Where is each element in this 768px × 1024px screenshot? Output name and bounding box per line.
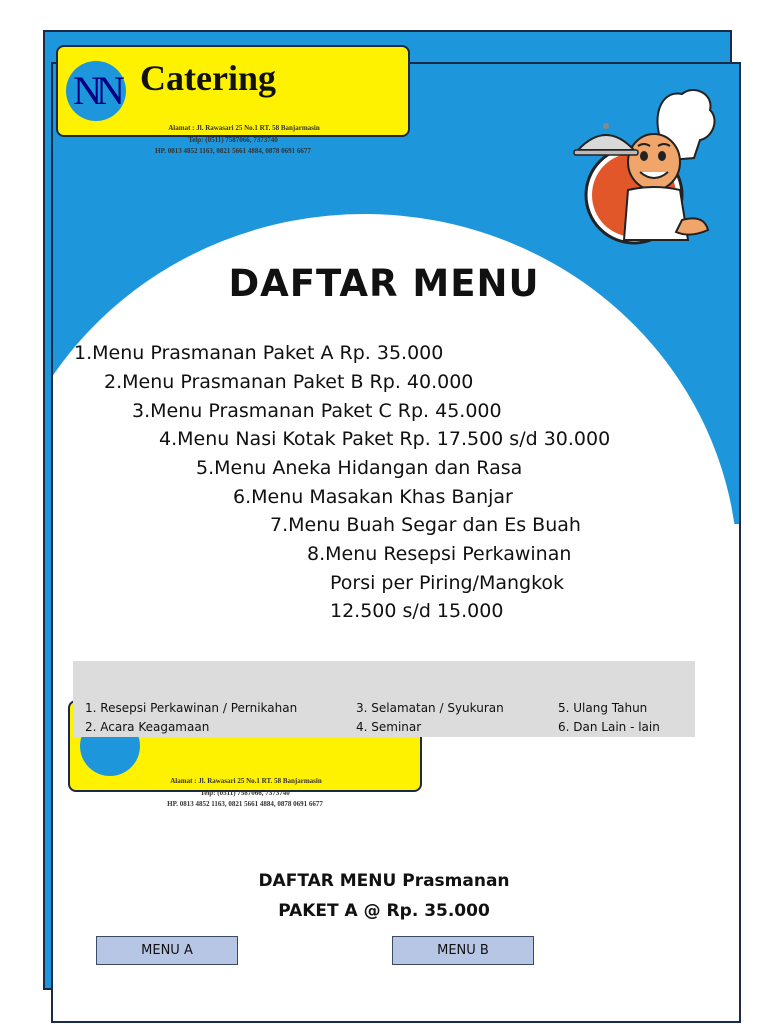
menu-item: 8.Menu Resepsi Perkawinan — [307, 543, 572, 565]
logo-mark: NN — [73, 68, 119, 113]
section-title: DAFTAR MENU Prasmanan — [258, 871, 510, 891]
menu-item: 5.Menu Aneka Hidangan dan Rasa — [196, 457, 523, 479]
event-list — [73, 661, 695, 737]
menu-item-price: 12.500 s/d 15.000 — [330, 600, 504, 622]
menu-item: 4.Menu Nasi Kotak Paket Rp. 17.500 s/d 30.000 — [159, 428, 611, 450]
page-title: DAFTAR MENU — [228, 262, 540, 305]
menu-item: 7.Menu Buah Segar dan Es Buah — [270, 514, 581, 536]
tab-menu-a[interactable]: MENU A — [96, 936, 238, 965]
package-price: PAKET A @ Rp. 35.000 — [278, 901, 490, 921]
phone-line: Telp: (0511) 7587066, 7373740 — [188, 136, 278, 144]
phone-line: Telp: (0511) 7587066, 7373740 — [200, 789, 290, 797]
logo-circle — [66, 61, 126, 121]
address-line: Alamat : Jl. Rawasari 25 No.1 RT. 58 Banjarmasin — [168, 124, 320, 132]
tab-menu-b[interactable]: MENU B — [392, 936, 534, 965]
address-line: Alamat : Jl. Rawasari 25 No.1 RT. 58 Banjarmasin — [170, 777, 322, 785]
chef-mascot-icon — [572, 80, 722, 250]
menu-item: 3.Menu Prasmanan Paket C Rp. 45.000 — [132, 400, 502, 422]
mobile-line: HP. 0813 4852 1163, 0821 5661 4884, 0878 0691 6677 — [167, 800, 323, 808]
menu-item: 1.Menu Prasmanan Paket A Rp. 35.000 — [74, 342, 444, 364]
event-item: 6. Dan Lain - lain — [558, 720, 660, 734]
brand-name: Catering — [140, 58, 276, 98]
event-item: 5. Ulang Tahun — [558, 701, 648, 715]
mobile-line: HP. 0813 4852 1163, 0821 5661 4884, 0878 0691 6677 — [155, 147, 311, 155]
menu-item: 2.Menu Prasmanan Paket B Rp. 40.000 — [104, 371, 474, 393]
event-item: 4. Seminar — [356, 720, 422, 734]
event-item: 3. Selamatan / Syukuran — [356, 701, 504, 715]
event-item: 2. Acara Keagamaan — [85, 720, 210, 734]
event-item: 1. Resepsi Perkawinan / Pernikahan — [85, 701, 298, 715]
menu-item-detail: Porsi per Piring/Mangkok — [330, 572, 565, 594]
menu-item: 6.Menu Masakan Khas Banjar — [233, 486, 513, 508]
logo-card-top — [56, 45, 410, 137]
